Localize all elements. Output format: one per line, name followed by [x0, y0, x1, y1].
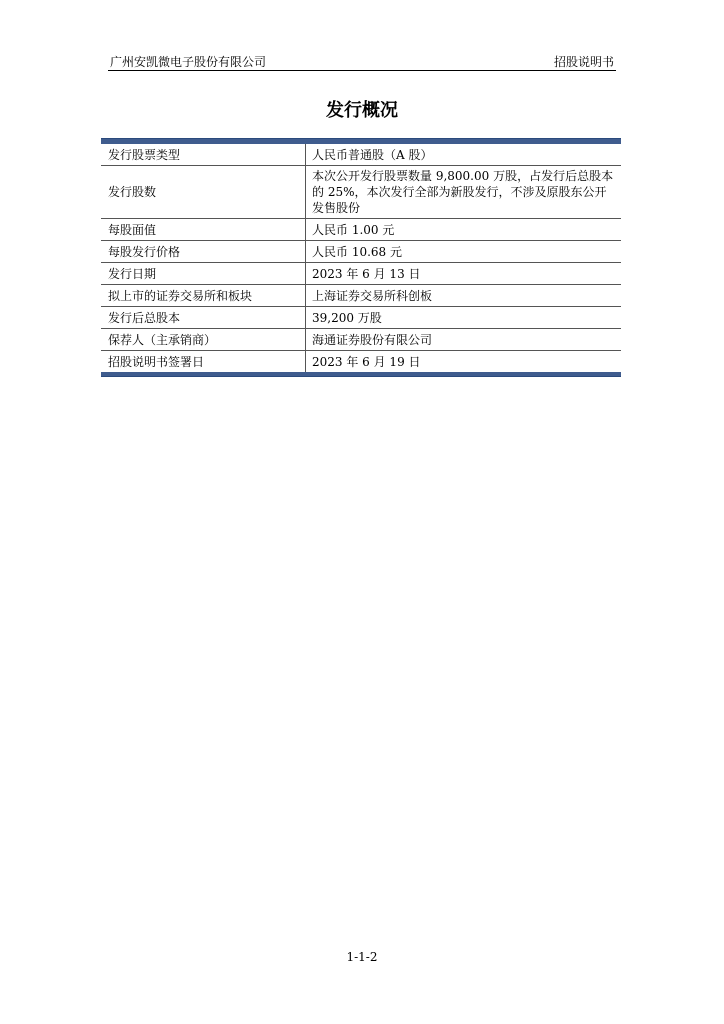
row-label: 每股发行价格 [101, 241, 306, 263]
row-label: 保荐人（主承销商） [101, 329, 306, 351]
row-label: 发行股数 [101, 166, 306, 219]
table-row-par-value [101, 219, 621, 241]
row-label: 发行股票类型 [101, 144, 306, 166]
page-title: 发行概况 [326, 100, 398, 121]
page-number: 1-1-2 [346, 950, 378, 964]
table-row-issue-price [101, 241, 621, 263]
row-value: 39,200 万股 [306, 307, 622, 329]
table-bottom-rule [101, 372, 621, 377]
row-value: 海通证券股份有限公司 [306, 329, 622, 351]
header-document-type: 招股说明书 [553, 55, 614, 69]
table-row-issue-date [101, 263, 621, 285]
row-label: 拟上市的证券交易所和板块 [101, 285, 306, 307]
row-label: 发行后总股本 [101, 307, 306, 329]
row-value: 2023 年 6 月 19 日 [312, 354, 421, 369]
row-value: 本次公开发行股票数量 9,800.00 万股，占发行后总股本的 25%，本次发行全部为新股发行，不涉及原股东公开发售股份 [306, 166, 622, 219]
page-header [108, 50, 616, 71]
table-row-sponsor [101, 329, 621, 351]
row-label: 发行日期 [101, 263, 306, 285]
table-row-stock-type [101, 144, 621, 166]
table-row-signing-date [101, 351, 621, 373]
row-value: 2023 年 6 月 13 日 [306, 263, 622, 285]
header-company-name: 广州安凯微电子股份有限公司 [110, 55, 267, 69]
row-value: 人民币 10.68 元 [306, 241, 622, 263]
table-row-total-shares [101, 307, 621, 329]
table-row-share-count [101, 166, 621, 219]
issuance-overview-table [101, 138, 621, 377]
row-value: 人民币普通股（A 股） [306, 144, 622, 166]
row-value: 上海证券交易所科创板 [306, 285, 622, 307]
row-label: 招股说明书签署日 [101, 351, 306, 373]
row-value: 人民币 1.00 元 [306, 219, 622, 241]
table-row-exchange-board [101, 285, 621, 307]
row-label: 每股面值 [101, 219, 306, 241]
